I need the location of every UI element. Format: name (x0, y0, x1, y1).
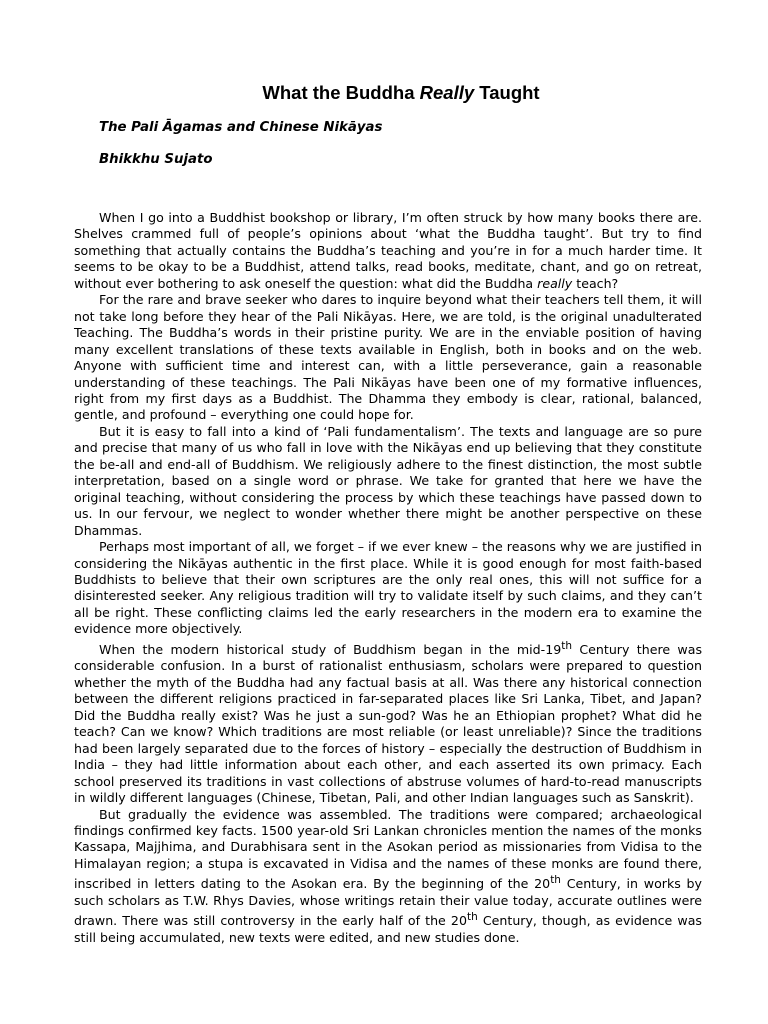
title-emphasis: Really (419, 82, 475, 103)
paragraph-1 (74, 210, 702, 292)
paragraph-1-start: When I go into a Buddhist bookshop or library, I’m often struck by how many books there are. Shelves crammed full of people’s opinions about ‘what the Buddha taught’. But try to find something that actually contains the Buddha’s teaching and you’re in for a much harder time. It seems to be okay to be a Buddhist, attend talks, read books, meditate, chant, and go on retreat, without ever bothering to ask oneself the question: what did the Buddha (74, 210, 702, 291)
title-text-start: What the Buddha (262, 82, 420, 103)
paragraph-4: Perhaps most important of all, we forget – if we ever knew – the reasons why we are justified in considering the Nikāyas authentic in the first place. While it is good enough for most faith-based Buddhists to believe that their own scriptures are the only real ones, this will not suffice for a disinterested seeker. Any religious tradition will try to validate itself by such claims, and they can’t all be right. These conflicting claims led the early researchers in the modern era to examine the evidence more objectively. (74, 539, 702, 637)
paragraph-5-end: Century there was considerable confusion. In a burst of rationalist enthusiasm, scholars were prepared to question whether the myth of the Buddha had any factual basis at all. Was there any historical connection between the different religions practiced in far-separated places like Sri Lanka, Tibet, and Japan? Did the Buddha really exist? Was he just a sun-god? Was he an Ethiopian prophet? What did he teach? Can we know? Which traditions are most reliable (or least unreliable)? Since the traditions had been largely separated due to the forces of history – especially the destruction of Buddhism in India – they had little information about each other, and each asserted its own primacy. Each school preserved its traditions in vast collections of abstruse volumes of hard-to-read manuscripts in wildly different languages (Chinese, Tibetan, Pali, and other Indian languages such as Sanskrit). (74, 641, 703, 806)
paragraph-6-superscript-2: th (466, 911, 478, 924)
paragraph-5-superscript: th (561, 639, 573, 652)
document-subtitle: The Pali Āgamas and Chinese Nikāyas (99, 120, 383, 135)
paragraph-6-part-b: Century, in works by such scholars as T.W. Rhys Davies, whose writings retain their value today, accurate outlines were drawn. There was still controversy in the early half of the 20 (74, 876, 702, 929)
paragraph-6-superscript-1: th (550, 874, 561, 887)
paragraph-5-start: When the modern historical study of Buddhism began in the mid-19 (99, 641, 562, 657)
paragraph-6 (74, 807, 702, 947)
paragraph-3: But it is easy to fall into a kind of ‘Pali fundamentalism’. The texts and language are so pure and precise that many of us who fall in love with the Nikāyas end up believing that they constitute the be-all and end-all of Buddhism. We religiously adhere to the finest distinction, the most subtle interpretation, based on a single word or phrase. We take for granted that here we have the original teaching, without considering the process by which these teachings have passed down to us. In our fervour, we neglect to wonder whether there might be another perspective on these Dhammas. (74, 423, 702, 538)
paragraph-1-emphasis: really (537, 275, 573, 291)
paragraph-6-part-a: But gradually the evidence was assembled. The traditions were compared; archaeological findings confirmed key facts. 1500 year-old Sri Lankan chronicles mention the names of the monks Kassapa, Majjhima, and Durabhisara sent in the Asokan period as missionaries from Vidisa to the Himalayan region; a stupa is excavated in Vidisa and the names of these monks are found there, inscribed in letters dating to the Asokan era. By the beginning of the 20 (74, 806, 702, 892)
paragraph-5 (74, 638, 702, 807)
title-text-end: Taught (474, 82, 540, 103)
paragraph-1-end: teach? (572, 275, 619, 291)
paragraph-2: For the rare and brave seeker who dares to inquire beyond what their teachers tell them, it will not take long before they hear of the Pali Nikāyas. Here, we are told, is the original unadulterated Teaching. The Buddha’s words in their pristine purity. We are in the enviable position of having many excellent translations of these texts available in English, both in books and on the web. Anyone with sufficient time and interest can, with a little perseverance, gain a reasonable understanding of these teachings. The Pali Nikāyas have been one of my formative influences, right from my first days as a Buddhist. The Dhamma they embody is clear, rational, balanced, gentle, and profound – everything one could hope for. (74, 292, 702, 423)
document-body (74, 210, 702, 947)
paragraph-6-part-c: Century, though, as evidence was still being accumulated, new texts were edited, and new studies done. (74, 913, 702, 946)
document-author: Bhikkhu Sujato (99, 152, 213, 167)
document-title (0, 80, 768, 106)
